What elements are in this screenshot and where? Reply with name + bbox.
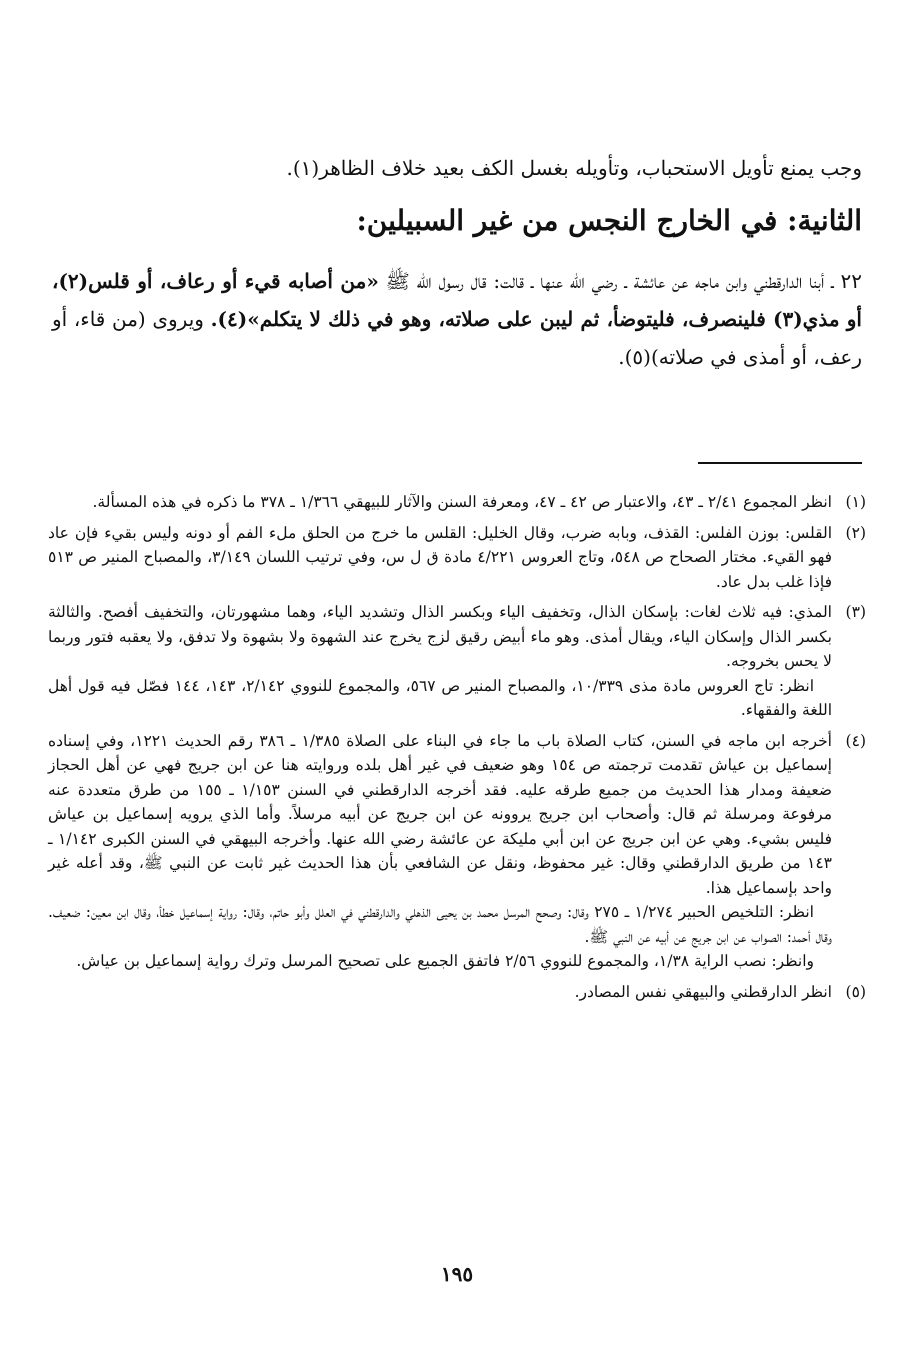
opening-paragraph: وجب يمنع تأويل الاستحباب، وتأويله بغسل الكف بعيد خلاف الظاهر(١). (286, 156, 862, 180)
footnote-text: أخرجه ابن ماجه في السنن، كتاب الصلاة باب ما جاء في البناء على الصلاة ١/٣٨٥ ـ ٣٨٦ رقم الحديث ١٢٢١، وفي إسناده إسماعيل بن عياش تقدمت ترجمته ص ١٥٤ وهو ضعيف في غير أهل بلده وروايته هنا عن ابن جريج فهي عن أهل الحجاز ضعيفة ومدار هذا الحديث من جميع طرقه عليه. فقد أخرجه الدارقطني في السنن ١/١٥٣ ـ ١٥٥ من طرق متعددة عنه مرفوعة ومرسلة ثم قال: وأصحاب ابن جريج يروونه عن ابن جريج عن أبيه مرسلاً. وأما الذي يرويه إسماعيل بن عياش فليس بشيء. وهي عن ابن جريج عن ابن أبي مليكة عن عائشة رضي الله عنها. وأخرجه البيهقي في السنن الكبرى ١/١٤٢ ـ ١٤٣ من طريق الدارقطني وقال: غير محفوظ، ونقل عن الشافعي بأن هذا الحديث غير ثابت عن النبي ﷺ، وقد أعله غير واحد بإسماعيل هذا. (48, 731, 833, 897)
footnote-number: (٢) (845, 523, 866, 542)
footnote-text: انظر: تاج العروس مادة مذى ١٠/٣٣٩، والمصباح المنير ص ٥٦٧، والمجموع للنووي ٢/١٤٢، ١٤٣، ١٤٤ فصّل فيه قول أهل اللغة والفقهاء. (48, 676, 832, 719)
hadith-outro: ويروى (من قاء، أو رعف، أو أمذى في صلاته)(٥). (52, 307, 862, 369)
footnote-text: وانظر: نصب الراية ١/٣٨، والمجموع للنووي ٢/٥٦ فاتفق الجميع على تصحيح المرسل وترك رواية إسماعيل بن عياش. (76, 952, 814, 970)
footnote-text: انظر: التلخيص الحبير ١/٢٧٤ ـ ٢٧٥ وقال: وصحح المرسل محمد بن يحيى الذهلي والدارقطني في العلل وأبو حاتم، وقال: رواية إسماعيل خطأ، وقال ابن معين: ضعيف. وقال أحمد: الصواب عن ابن جريج عن أبيه عن النبي ﷺ. (48, 903, 832, 946)
footnote-body (48, 980, 832, 1005)
footnote-text: المذي: فيه ثلاث لغات: بإسكان الذال، وتخفيف الياء وبكسر الذال وتشديد الياء، وهما مشهورتان، والتخفيف أفصح. والثالثة بكسر الذال وإسكان الياء، ويقال أمذى. وهو ماء أبيض رقيق لزج يخرج عند الشهوة ولا بشهوة ولا تدفق، ولا يعقبه فتور وربما لا يحس بخروجه. (48, 603, 832, 670)
footnotes (48, 490, 866, 1010)
footnote-4 (48, 729, 866, 974)
footnote-number: (٣) (845, 603, 866, 621)
footnote-text: القلس: بوزن الفلس: القذف، وبابه ضرب، وقال الخليل: القلس ما خرج من الحلق ملء الفم أو دونه وليس بقيء فإن عاد فهو القيء. مختار الصحاح ص ٥٤٨، وتاج العروس ٤/٢٢١ مادة ق ل س، وفي ترتيب اللسان ٣/١٤٩، والمصباح المنير ص ٥١٣ فإذا غلب بدل عاد. (48, 523, 832, 591)
footnote-body (48, 600, 832, 723)
hadith-paragraph (52, 262, 862, 376)
footnote-divider (698, 462, 862, 464)
footnote-text: انظر المجموع ٢/٤١ ـ ٤٣، والاعتبار ص ٤٢ ـ ٤٧، ومعرفة السنن والآثار للبيهقي ١/٣٦٦ ـ ٣٧٨ ما ذكره في هذه المسألة. (92, 493, 832, 511)
footnote-number: (١) (845, 493, 866, 511)
page-number: ١٩٥ (440, 1262, 474, 1286)
section-heading: الثانية: في الخارج النجس من غير السبيلين: (356, 204, 862, 237)
hadith-intro: ٢٢ ـ أبنا الدارقطني وابن ماجه عن عائشة ـ رضي الله عنها ـ قالت: قال رسول الله ﷺ (378, 269, 863, 293)
footnote-text: انظر الدارقطني والبيهقي نفس المصادر. (574, 982, 832, 1001)
footnote-1 (48, 490, 866, 515)
footnote-5 (48, 980, 866, 1005)
footnote-number: (٥) (845, 982, 866, 1001)
footnote-number: (٤) (845, 731, 866, 750)
footnote-2 (48, 521, 866, 595)
footnote-body (48, 521, 832, 595)
footnote-3 (48, 600, 866, 723)
hadith-quote: «من أصابه قيء أو رعاف، أو قلس(٢)، أو مذي(٣) فلينصرف، فليتوضأ، ثم ليبن على صلاته، وهو في ذلك لا يتكلم»(٤). (52, 269, 862, 331)
footnote-body (48, 490, 832, 515)
footnote-body (48, 729, 832, 974)
